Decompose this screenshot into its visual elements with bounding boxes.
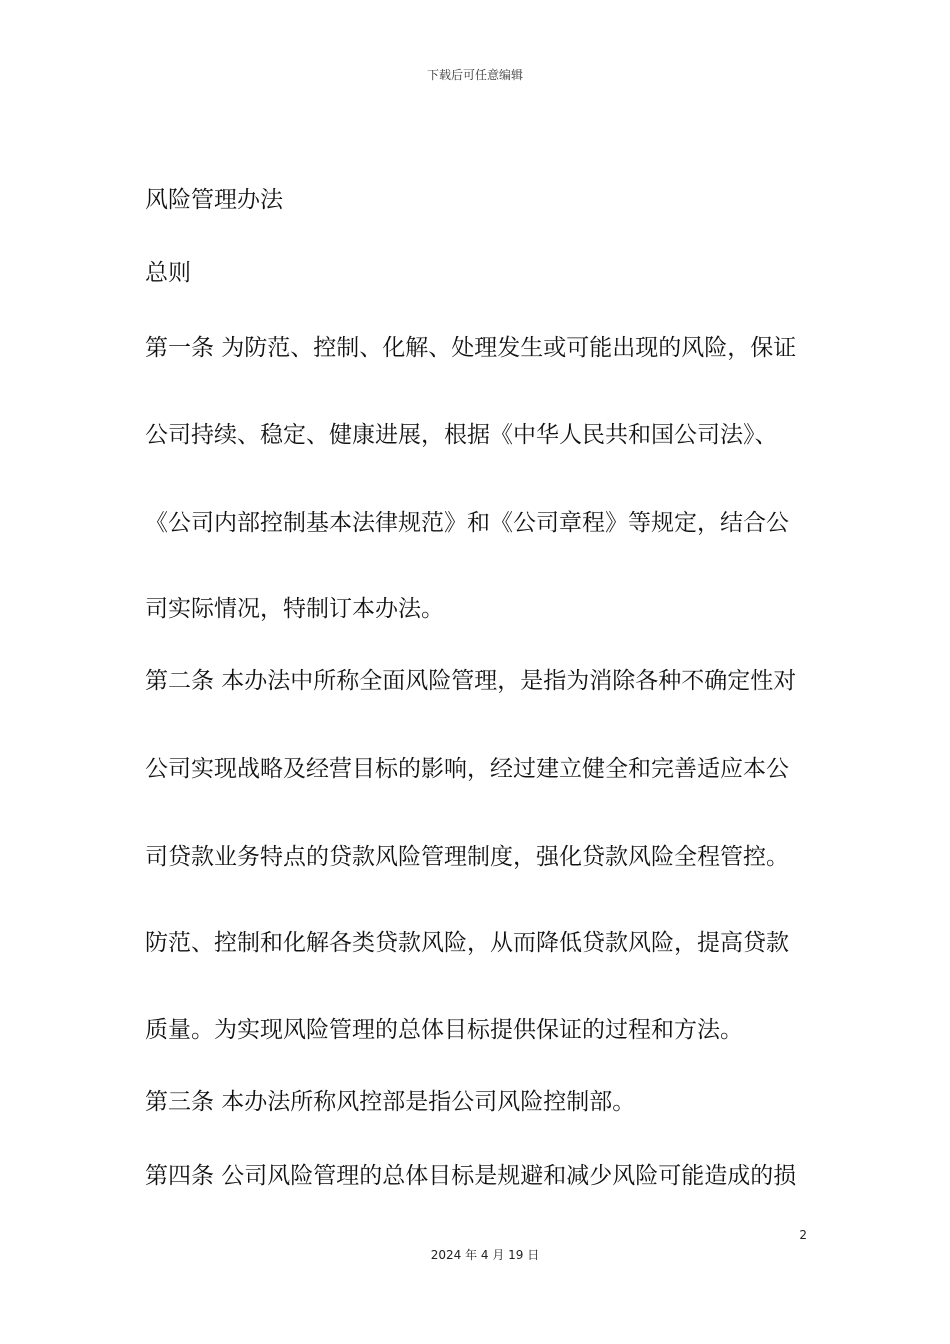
page-number: 2 bbox=[799, 1228, 807, 1242]
paragraph-line: 防范、控制和化解各类贷款风险，从而降低贷款风险，提高贷款 bbox=[145, 930, 789, 956]
paragraph-line: 司实际情况，特制订本办法。 bbox=[145, 596, 444, 622]
paragraph-line: 第一条 为防范、控制、化解、处理发生或可能出现的风险，保证 bbox=[145, 335, 797, 361]
paragraph-line: 第二条 本办法中所称全面风险管理，是指为消除各种不确定性对 bbox=[145, 668, 797, 694]
document-title: 风险管理办法 bbox=[145, 187, 283, 213]
paragraph-line: 质量。为实现风险管理的总体目标提供保证的过程和方法。 bbox=[145, 1017, 743, 1043]
paragraph-line: 公司实现战略及经营目标的影响，经过建立健全和完善适应本公 bbox=[145, 756, 789, 782]
paragraph-line: 第四条 公司风险管理的总体目标是规避和减少风险可能造成的损 bbox=[145, 1163, 797, 1189]
paragraph-line: 公司持续、稳定、健康进展，根据《中华人民共和国公司法》、 bbox=[145, 422, 778, 448]
paragraph-line: 第三条 本办法所称风控部是指公司风险控制部。 bbox=[145, 1089, 636, 1115]
paragraph-line: 司贷款业务特点的贷款风险管理制度，强化贷款风险全程管控。 bbox=[145, 844, 789, 870]
footer-date: 2024 年 4 月 19 日 bbox=[430, 1248, 540, 1262]
header-note: 下载后可任意编辑 bbox=[426, 68, 523, 82]
section-heading: 总则 bbox=[145, 260, 191, 286]
paragraph-line: 《公司内部控制基本法律规范》和《公司章程》等规定，结合公 bbox=[145, 510, 789, 536]
